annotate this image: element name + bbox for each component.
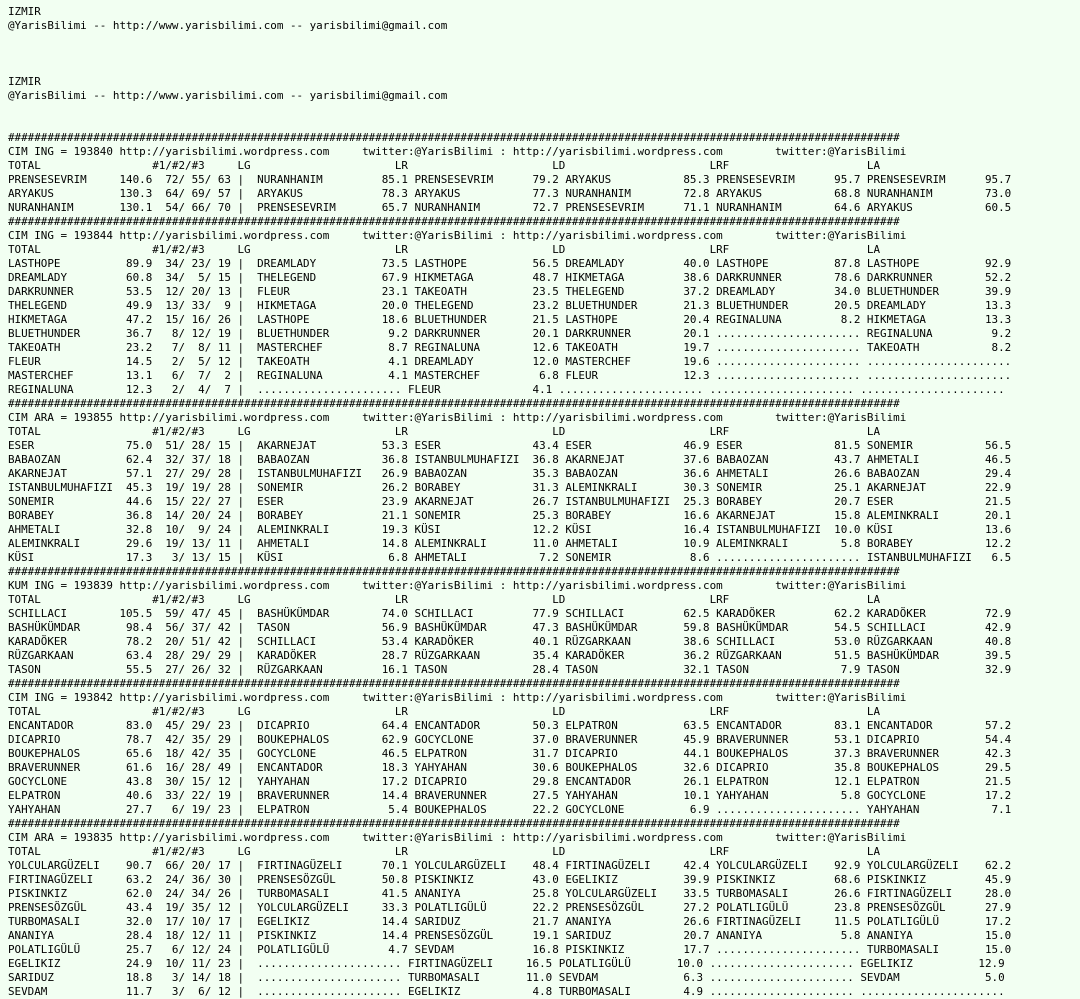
race-section <box>8 397 1080 565</box>
section-separator: ######################################################################################################################################## <box>8 131 900 144</box>
runner-row: SCHILLACI 105.5 59/ 47/ 45 | BASHÜKÜMDAR 74.0 SCHILLACI 77.9 SCHILLACI 62.5 KARADÖKER 62.2 KARADÖKER 72.9 <box>8 607 1012 620</box>
header-line: IZMIR <box>8 75 41 88</box>
race-title-line: CIM ARA = 193855 http://yarisbilimi.wordpress.com twitter:@YarisBilimi : http://yarisbilimi.wordpress.com twitter:@YarisBilimi <box>8 411 907 424</box>
header-line: @YarisBilimi -- http://www.yarisbilimi.com -- yarisbilimi@gmail.com <box>8 89 448 102</box>
runner-row: YOLCULARGÜZELI 90.7 66/ 20/ 17 | FIRTINAGÜZELI 70.1 YOLCULARGÜZELI 48.4 FIRTINAGÜZELI 42.4 YOLCULARGÜZELI 92.9 YOLCULARGÜZELI 62.2 <box>8 859 1012 872</box>
column-header-row: TOTAL #1/#2/#3 LG LR LD LRF LA <box>8 845 881 858</box>
runner-row: KÜSI 17.3 3/ 13/ 15 | KÜSI 6.8 AHMETALI 7.2 SONEMIR 8.6 ...................... ISTANBULMUHAFIZI 6.5 <box>8 551 1012 564</box>
runner-row: DREAMLADY 60.8 34/ 5/ 15 | THELEGEND 67.9 HIKMETAGA 48.7 HIKMETAGA 38.6 DARKRUNNER 78.6 DARKRUNNER 52.2 <box>8 271 1012 284</box>
header-line: @YarisBilimi -- http://www.yarisbilimi.com -- yarisbilimi@gmail.com <box>8 19 448 32</box>
race-section <box>8 677 1080 817</box>
runner-row: FIRTINAGÜZELI 63.2 24/ 36/ 30 | PRENSESÖZGÜL 50.8 PISKINKIZ 43.0 EGELIKIZ 39.9 PISKINKIZ 68.6 PISKINKIZ 45.9 <box>8 873 1012 886</box>
header-line: IZMIR <box>8 5 41 18</box>
runner-row: FLEUR 14.5 2/ 5/ 12 | TAKEOATH 4.1 DREAMLADY 12.0 MASTERCHEF 19.6 ...................... ...................... <box>8 355 1012 368</box>
header-line <box>8 61 1080 75</box>
race-sections <box>8 131 1080 999</box>
runner-row: SEVDAM 11.7 3/ 6/ 12 | ...................... EGELIKIZ 4.8 TURBOMASALI 4.9 ...................... ...................... <box>8 985 1005 998</box>
race-section <box>8 565 1080 677</box>
runner-row: ISTANBULMUHAFIZI 45.3 19/ 19/ 28 | SONEMIR 26.2 BORABEY 31.3 ALEMINKRALI 30.3 SONEMIR 25.1 AKARNEJAT 22.9 <box>8 481 1012 494</box>
race-title-line: KUM ING = 193839 http://yarisbilimi.wordpress.com twitter:@YarisBilimi : http://yarisbilimi.wordpress.com twitter:@YarisBilimi <box>8 579 907 592</box>
runner-row: ALEMINKRALI 29.6 19/ 13/ 11 | AHMETALI 14.8 ALEMINKRALI 11.0 AHMETALI 10.9 ALEMINKRALI 5.8 BORABEY 12.2 <box>8 537 1012 550</box>
runner-row: EGELIKIZ 24.9 10/ 11/ 23 | ...................... FIRTINAGÜZELI 16.5 POLATLIGÜLÜ 10.0 ...................... EGELIKIZ 12.9 <box>8 957 1005 970</box>
runner-row: PRENSESEVRIM 140.6 72/ 55/ 63 | NURANHANIM 85.1 PRENSESEVRIM 79.2 ARYAKUS 85.3 PRENSESEVRIM 95.7 PRENSESEVRIM 95.7 <box>8 173 1012 186</box>
section-separator: ######################################################################################################################################## <box>8 677 900 690</box>
runner-row: BABAOZAN 62.4 32/ 37/ 18 | BABAOZAN 36.8 ISTANBULMUHAFIZI 36.8 AKARNEJAT 37.6 BABAOZAN 43.7 AHMETALI 46.5 <box>8 453 1012 466</box>
runner-row: KARADÖKER 78.2 20/ 51/ 42 | SCHILLACI 53.4 KARADÖKER 40.1 RÜZGARKAAN 38.6 SCHILLACI 53.0 RÜZGARKAAN 40.8 <box>8 635 1012 648</box>
column-header-row: TOTAL #1/#2/#3 LG LR LD LRF LA <box>8 593 881 606</box>
runner-row: REGINALUNA 12.3 2/ 4/ 7 | ...................... FLEUR 4.1 ...................... ...................... ...................... <box>8 383 1005 396</box>
header-line <box>8 103 1080 117</box>
race-section <box>8 215 1080 397</box>
section-separator: ######################################################################################################################################## <box>8 565 900 578</box>
runner-row: TAKEOATH 23.2 7/ 8/ 11 | MASTERCHEF 8.7 REGINALUNA 12.6 TAKEOATH 19.7 ...................... TAKEOATH 8.2 <box>8 341 1012 354</box>
runner-row: DICAPRIO 78.7 42/ 35/ 29 | BOUKEPHALOS 62.9 GOCYCLONE 37.0 BRAVERUNNER 45.9 BRAVERUNNER 53.1 DICAPRIO 54.4 <box>8 733 1012 746</box>
runner-row: ELPATRON 40.6 33/ 22/ 19 | BRAVERUNNER 14.4 BRAVERUNNER 27.5 YAHYAHAN 10.1 YAHYAHAN 5.8 GOCYCLONE 17.2 <box>8 789 1012 802</box>
runner-row: TASON 55.5 27/ 26/ 32 | RÜZGARKAAN 16.1 TASON 28.4 TASON 32.1 TASON 7.9 TASON 32.9 <box>8 663 1012 676</box>
runner-row: MASTERCHEF 13.1 6/ 7/ 2 | REGINALUNA 4.1 MASTERCHEF 6.8 FLEUR 12.3 ...................... ...................... <box>8 369 1012 382</box>
runner-row: SONEMIR 44.6 15/ 22/ 27 | ESER 23.9 AKARNEJAT 26.7 ISTANBULMUHAFIZI 25.3 BORABEY 20.7 ESER 21.5 <box>8 495 1012 508</box>
runner-row: YAHYAHAN 27.7 6/ 19/ 23 | ELPATRON 5.4 BOUKEPHALOS 22.2 GOCYCLONE 6.9 ...................... YAHYAHAN 7.1 <box>8 803 1012 816</box>
header-line <box>8 33 1080 47</box>
runner-row: AKARNEJAT 57.1 27/ 29/ 28 | ISTANBULMUHAFIZI 26.9 BABAOZAN 35.3 BABAOZAN 36.6 AHMETALI 26.6 BABAOZAN 29.4 <box>8 467 1012 480</box>
section-separator: ######################################################################################################################################## <box>8 817 900 830</box>
race-title-line: CIM ING = 193844 http://yarisbilimi.wordpress.com twitter:@YarisBilimi : http://yarisbilimi.wordpress.com twitter:@YarisBilimi <box>8 229 907 242</box>
runner-row: AHMETALI 32.8 10/ 9/ 24 | ALEMINKRALI 19.3 KÜSI 12.2 KÜSI 16.4 ISTANBULMUHAFIZI 10.0 KÜSI 13.6 <box>8 523 1012 536</box>
runner-row: BASHÜKÜMDAR 98.4 56/ 37/ 42 | TASON 56.9 BASHÜKÜMDAR 47.3 BASHÜKÜMDAR 59.8 BASHÜKÜMDAR 54.5 SCHILLACI 42.9 <box>8 621 1012 634</box>
runner-row: TURBOMASALI 32.0 17/ 10/ 17 | EGELIKIZ 14.4 SARIDUZ 21.7 ANANIYA 26.6 FIRTINAGÜZELI 11.5 POLATLIGÜLÜ 17.2 <box>8 915 1012 928</box>
section-separator: ######################################################################################################################################## <box>8 397 900 410</box>
column-header-row: TOTAL #1/#2/#3 LG LR LD LRF LA <box>8 159 881 172</box>
runner-row: ESER 75.0 51/ 28/ 15 | AKARNEJAT 53.3 ESER 43.4 ESER 46.9 ESER 81.5 SONEMIR 56.5 <box>8 439 1012 452</box>
header-line <box>8 117 1080 131</box>
runner-row: DARKRUNNER 53.5 12/ 20/ 13 | FLEUR 23.1 TAKEOATH 23.5 THELEGEND 37.2 DREAMLADY 34.0 BLUETHUNDER 39.9 <box>8 285 1012 298</box>
race-title-line: CIM ARA = 193835 http://yarisbilimi.wordpress.com twitter:@YarisBilimi : http://yarisbilimi.wordpress.com twitter:@YarisBilimi <box>8 831 907 844</box>
section-separator: ######################################################################################################################################## <box>8 215 900 228</box>
header-line <box>8 47 1080 61</box>
runner-row: PISKINKIZ 62.0 24/ 34/ 26 | TURBOMASALI 41.5 ANANIYA 25.8 YOLCULARGÜZELI 33.5 TURBOMASALI 26.6 FIRTINAGÜZELI 28.0 <box>8 887 1012 900</box>
runner-row: LASTHOPE 89.9 34/ 23/ 19 | DREAMLADY 73.5 LASTHOPE 56.5 DREAMLADY 40.0 LASTHOPE 87.8 LASTHOPE 92.9 <box>8 257 1012 270</box>
runner-row: POLATLIGÜLÜ 25.7 6/ 12/ 24 | POLATLIGÜLÜ 4.7 SEVDAM 16.8 PISKINKIZ 17.7 ...................... TURBOMASALI 15.0 <box>8 943 1012 956</box>
runner-row: GOCYCLONE 43.8 30/ 15/ 12 | YAHYAHAN 17.2 DICAPRIO 29.8 ENCANTADOR 26.1 ELPATRON 12.1 ELPATRON 21.5 <box>8 775 1012 788</box>
runner-row: ARYAKUS 130.3 64/ 69/ 57 | ARYAKUS 78.3 ARYAKUS 77.3 NURANHANIM 72.8 ARYAKUS 68.8 NURANHANIM 73.0 <box>8 187 1012 200</box>
column-header-row: TOTAL #1/#2/#3 LG LR LD LRF LA <box>8 243 881 256</box>
runner-row: HIKMETAGA 47.2 15/ 16/ 26 | LASTHOPE 18.6 BLUETHUNDER 21.5 LASTHOPE 20.4 REGINALUNA 8.2 HIKMETAGA 13.3 <box>8 313 1012 326</box>
race-section <box>8 817 1080 999</box>
race-section <box>8 131 1080 215</box>
column-header-row: TOTAL #1/#2/#3 LG LR LD LRF LA <box>8 425 881 438</box>
report-header <box>8 5 1080 131</box>
runner-row: NURANHANIM 130.1 54/ 66/ 70 | PRENSESEVRIM 65.7 NURANHANIM 72.7 PRENSESEVRIM 71.1 NURANHANIM 64.6 ARYAKUS 60.5 <box>8 201 1012 214</box>
runner-row: BOUKEPHALOS 65.6 18/ 42/ 35 | GOCYCLONE 46.5 ELPATRON 31.7 DICAPRIO 44.1 BOUKEPHALOS 37.3 BRAVERUNNER 42.3 <box>8 747 1012 760</box>
race-title-line: CIM ING = 193842 http://yarisbilimi.wordpress.com twitter:@YarisBilimi : http://yarisbilimi.wordpress.com twitter:@YarisBilimi <box>8 691 907 704</box>
runner-row: THELEGEND 49.9 13/ 33/ 9 | HIKMETAGA 20.0 THELEGEND 23.2 BLUETHUNDER 21.3 BLUETHUNDER 20.5 DREAMLADY 13.3 <box>8 299 1012 312</box>
runner-row: BRAVERUNNER 61.6 16/ 28/ 49 | ENCANTADOR 18.3 YAHYAHAN 30.6 BOUKEPHALOS 32.6 DICAPRIO 35.8 BOUKEPHALOS 29.5 <box>8 761 1012 774</box>
runner-row: PRENSESÖZGÜL 43.4 19/ 35/ 12 | YOLCULARGÜZELI 33.3 POLATLIGÜLÜ 22.2 PRENSESÖZGÜL 27.2 POLATLIGÜLÜ 23.8 PRENSESÖZGÜL 27.9 <box>8 901 1012 914</box>
runner-row: BORABEY 36.8 14/ 20/ 24 | BORABEY 21.1 SONEMIR 25.3 BORABEY 16.6 AKARNEJAT 15.8 ALEMINKRALI 20.1 <box>8 509 1012 522</box>
runner-row: RÜZGARKAAN 63.4 28/ 29/ 29 | KARADÖKER 28.7 RÜZGARKAAN 35.4 KARADÖKER 36.2 RÜZGARKAAN 51.5 BASHÜKÜMDAR 39.5 <box>8 649 1012 662</box>
runner-row: SARIDUZ 18.8 3/ 14/ 18 | ...................... TURBOMASALI 11.0 SEVDAM 6.3 ...................... SEVDAM 5.0 <box>8 971 1005 984</box>
runner-row: BLUETHUNDER 36.7 8/ 12/ 19 | BLUETHUNDER 9.2 DARKRUNNER 20.1 DARKRUNNER 20.1 ...................... REGINALUNA 9.2 <box>8 327 1012 340</box>
runner-row: ENCANTADOR 83.0 45/ 29/ 23 | DICAPRIO 64.4 ENCANTADOR 50.3 ELPATRON 63.5 ENCANTADOR 83.1 ENCANTADOR 57.2 <box>8 719 1012 732</box>
column-header-row: TOTAL #1/#2/#3 LG LR LD LRF LA <box>8 705 881 718</box>
runner-row: ANANIYA 28.4 18/ 12/ 11 | PISKINKIZ 14.4 PRENSESÖZGÜL 19.1 SARIDUZ 20.7 ANANIYA 5.8 ANANIYA 15.0 <box>8 929 1012 942</box>
race-title-line: CIM ING = 193840 http://yarisbilimi.wordpress.com twitter:@YarisBilimi : http://yarisbilimi.wordpress.com twitter:@YarisBilimi <box>8 145 907 158</box>
